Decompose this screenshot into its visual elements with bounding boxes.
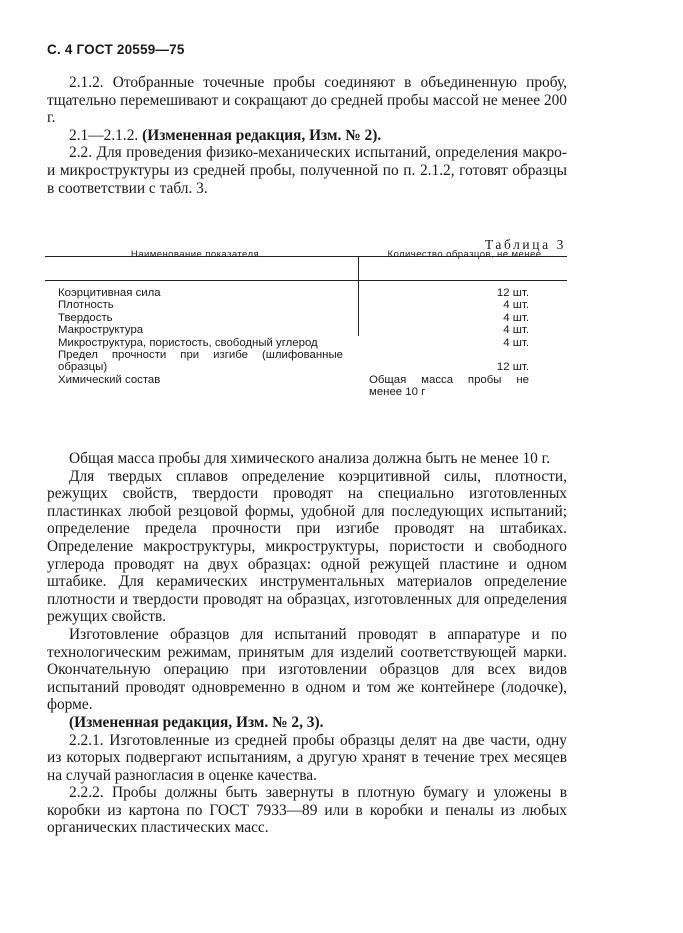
bottom-paragraphs xyxy=(47,450,567,837)
row-value: 12 шт. xyxy=(496,361,529,374)
table-header-name: Наименование показателя xyxy=(130,249,260,260)
table-row xyxy=(47,299,567,311)
paragraph-2-2: 2.2. Для проведения физико-механических испытаний, определения макро- и микроструктуры из средней пробы, полученной по п. 2.1.2, готовят образцы в соответствии с табл. 3. xyxy=(47,144,567,197)
row-name: Макроструктура xyxy=(58,324,144,337)
table-row xyxy=(47,374,567,399)
row-name: Коэрцитивная сила xyxy=(58,287,161,299)
paragraph-2-2-2: 2.2.2. Пробы должны быть завернуты в плотную бумагу и уложены в коробки из картона по ГОСТ 7933—89 или в коробки и пеналы из любых органических пластических масс. xyxy=(47,784,567,837)
amendment-note-2-3: (Измененная редакция, Изм. № 2, 3). xyxy=(69,713,324,731)
row-name: Микроструктура, пористость, свободный углерод xyxy=(58,336,318,349)
page-header: С. 4 ГОСТ 20559—75 xyxy=(47,42,185,57)
paragraph-sample-manufacture: Изготовление образцов для испытаний проводят в аппаратуре и по технологическим режимам, принятым для изделий соответствующей марки. Окончательную операцию при изготовлении образцов для всех видов испытаний проводят одновременно в одном и том же контейнере (лодочке), форме. xyxy=(47,625,567,714)
table-header-rule xyxy=(45,280,567,281)
table-body xyxy=(47,287,567,399)
table-row xyxy=(47,312,567,324)
table-row xyxy=(47,324,567,336)
paragraph-hard-alloys: Для твердых сплавов определение коэрцитивной силы, плотности, режущих свойств, твердости проводят на специально изготовленных пластинках любой резцовой формы, удобной для последующих испытаний; определение предела прочности при изгибе проводят на штабиках. Определение макроструктуры, микроструктуры, пористости и свободного углерода проводят на двух образцах: одной режущей пластине и одном штабике. Для керамических инструментальных материалов определение плотности и твердости проводят на образцах, изготовленных для определения режущих свойств. xyxy=(47,467,567,626)
row-value: 12 шт. xyxy=(496,287,529,299)
row-name: Твердость xyxy=(58,311,113,324)
row-name: Предел прочности при изгибе (шлифованные образцы) xyxy=(58,349,343,374)
amendment-note-2-1 xyxy=(47,127,567,145)
row-value: 4 шт. xyxy=(503,311,529,324)
row-name: Химический состав xyxy=(58,373,161,386)
table-row xyxy=(47,337,567,349)
row-value: Общая масса пробы не менее 10 г xyxy=(369,373,529,399)
table-row xyxy=(47,287,567,299)
table-row xyxy=(47,349,567,374)
paragraph-chemical-mass: Общая масса пробы для химического анализа должна быть не менее 10 г. xyxy=(69,450,551,467)
row-value: 4 шт. xyxy=(503,299,529,312)
row-value: 4 шт. xyxy=(503,336,529,349)
table-caption: Таблица 3 xyxy=(484,237,566,252)
paragraph-2-2-1: 2.2.1. Изготовленные из средней пробы образцы делят на две части, одну из которых подвергают испытаниям, а другую хранят в течение трех месяцев на случай разногласия в оценке качества. xyxy=(47,731,567,784)
row-name: Плотность xyxy=(58,299,114,312)
amendment-label: (Измененная редакция, Изм. № 2). xyxy=(142,126,382,144)
table-header-quantity: Количество образцов, не менее xyxy=(387,249,542,260)
top-paragraphs xyxy=(47,74,567,197)
row-value: 4 шт. xyxy=(503,324,529,337)
paragraph-2-1-2: 2.1.2. Отобранные точечные пробы соединяют в объединенную пробу, тщательно перемешивают и сокращают до средней пробы массой не менее 200 г. xyxy=(47,74,567,127)
amendment-range: 2.1—2.1.2. xyxy=(69,126,143,144)
